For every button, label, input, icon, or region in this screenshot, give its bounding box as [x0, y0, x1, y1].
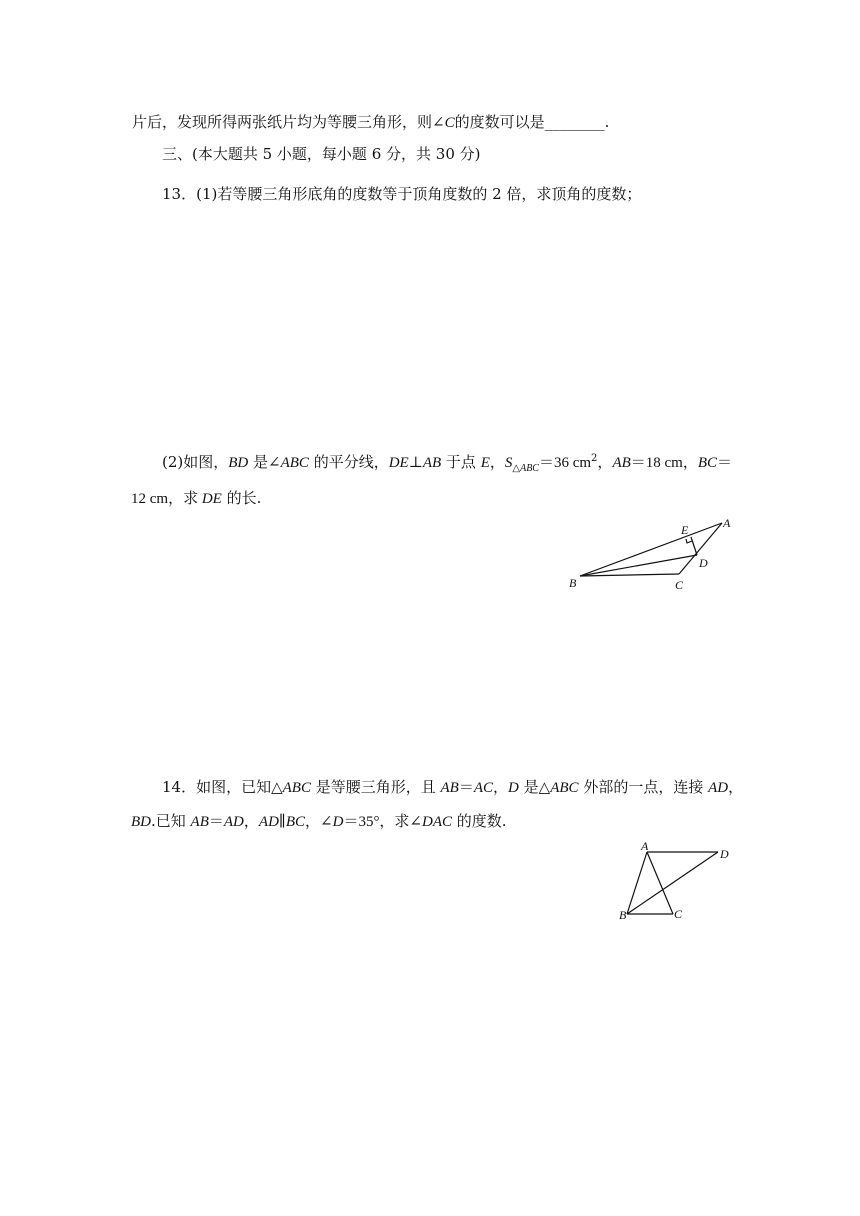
- q13-part2-line2: [131, 488, 261, 509]
- prev-question-line: [132, 112, 609, 133]
- text: ＝: [208, 812, 224, 830]
- section-header: 三、(本大题共 5 小题，每小题 6 分，共 30 分): [162, 145, 481, 163]
- text: 外部的一点，连接: [578, 778, 709, 796]
- text: ＝: [458, 778, 474, 796]
- var-ad: AD: [223, 814, 244, 830]
- prev-question-text: 片后，发现所得两张纸片均为等腰三角形，则: [132, 113, 433, 131]
- text: 的长.: [221, 489, 262, 507]
- segment-ac: [647, 852, 673, 914]
- var-d: D: [332, 814, 344, 830]
- parallel-symbol: ∥: [278, 812, 286, 830]
- q13-part1: 13．(1)若等腰三角形底角的度数等于顶角度数的 2 倍，求顶角的度数；: [162, 185, 642, 203]
- label-a: A: [723, 516, 731, 530]
- var-bc: BC: [285, 814, 306, 830]
- var-ac: AC: [473, 780, 494, 796]
- text: ，: [489, 453, 505, 471]
- segment-ab: [627, 852, 647, 914]
- q14-figure: [615, 838, 765, 928]
- area-subscript: △ABC: [512, 463, 539, 474]
- prev-question-text-after: 的度数可以是________.: [454, 113, 610, 131]
- text: ，: [493, 778, 509, 796]
- superscript: 2: [591, 453, 598, 464]
- text: 12 cm，求: [131, 491, 202, 507]
- var-e: E: [480, 455, 490, 471]
- text: ＝35°，求∠: [343, 814, 423, 830]
- var-ab: AB: [190, 814, 209, 830]
- text: 是△: [518, 778, 551, 796]
- text: (2)如图，: [162, 453, 229, 471]
- var-ad: AD: [258, 814, 279, 830]
- text: ＝: [717, 453, 733, 471]
- text: 的平分线，: [308, 453, 389, 471]
- right-angle-mark: [686, 539, 692, 543]
- var-ad: AD: [708, 780, 729, 796]
- var-ab: AB: [440, 780, 459, 796]
- label-c: C: [675, 578, 684, 592]
- var-s: S: [504, 455, 513, 471]
- text: 是等腰三角形，且: [310, 778, 441, 796]
- perp-symbol: ⊥: [408, 453, 423, 471]
- var-bd: BD: [228, 455, 249, 471]
- label-e: E: [681, 523, 689, 537]
- segment-bc: [580, 574, 679, 576]
- label-d: D: [699, 556, 708, 570]
- var-ab: AB: [422, 455, 442, 471]
- q14-line2: [131, 811, 507, 832]
- segment-de: [691, 537, 697, 555]
- var-abc: ABC: [282, 780, 311, 796]
- label-a: A: [641, 839, 649, 853]
- var-dac: DAC: [422, 814, 453, 830]
- q13-part2-line1: [162, 452, 732, 473]
- text: ，: [728, 778, 744, 796]
- text: 14．如图，已知△: [162, 778, 283, 796]
- text: ，: [243, 812, 259, 830]
- var-d: D: [508, 780, 519, 796]
- var-abc: ABC: [280, 455, 309, 471]
- var-de: DE: [201, 491, 222, 507]
- segment-bd: [627, 852, 718, 914]
- text: 是∠: [248, 453, 281, 471]
- text: ，∠: [305, 812, 333, 830]
- label-b: B: [619, 908, 627, 922]
- q13-figure: [565, 515, 745, 595]
- label-b: B: [569, 576, 577, 590]
- var-ab: AB: [612, 455, 631, 471]
- label-d: D: [720, 847, 729, 861]
- text: 于点: [441, 453, 481, 471]
- label-c: C: [674, 907, 683, 921]
- var-bd: BD: [131, 814, 151, 830]
- text: ，: [597, 453, 613, 471]
- text: ＝36 cm: [538, 455, 592, 471]
- text: .已知: [151, 812, 191, 830]
- q14-line1: [162, 777, 743, 798]
- var-de: DE: [388, 455, 409, 471]
- text: ＝18 cm，: [630, 455, 698, 471]
- text: 的度数.: [452, 812, 507, 830]
- var-abc: ABC: [550, 780, 579, 796]
- angle-symbol: ∠: [432, 113, 445, 131]
- var-c: C: [444, 115, 455, 131]
- var-bc: BC: [697, 455, 718, 471]
